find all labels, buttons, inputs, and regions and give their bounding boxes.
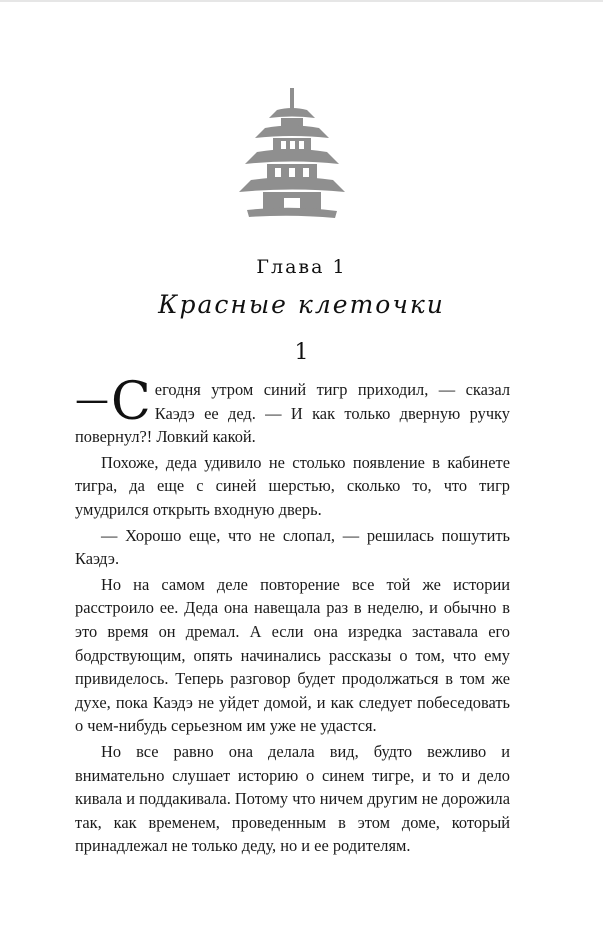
pagoda-icon [237, 88, 347, 218]
paragraph [75, 372, 510, 449]
section-number: 1 [294, 340, 309, 365]
paragraph: Похоже, деда удивило не столько появление в кабинете тигра, да еще с синей шерстью, сколько то, что тигр умудрился открыть входную дверь. [75, 452, 510, 519]
body-text [75, 372, 510, 858]
page-top-edge [0, 0, 603, 2]
chapter-title: Красные клеточки [158, 290, 445, 319]
paragraph: Но на самом деле повторение все той же истории расстроило ее. Деда она навещала раз в неделю, и обычно в это время он дремал. А если она изредка заставала его бодрствующим, опять начинались рассказы о том, что ему привиделось. Теперь разговор будет продолжаться в том же духе, пока Каэдэ не уйдет домой, и как следует побеседовать о чем-нибудь серьезном им уже не удастся. [75, 574, 510, 736]
drop-cap-letter: С [111, 372, 151, 432]
paragraph: Но все равно она делала вид, будто вежливо и внимательно слушает историю о синем тигре, и то и дело кивала и поддакивала. Потому что ничем другим не дорожила так, как временем, проведенным в этом доме, который принадлежал не только деду, но и ее родителям. [75, 741, 510, 856]
paragraph: — Хорошо еще, что не слопал, — решилась пошутить Каэдэ. [75, 525, 510, 569]
drop-cap [75, 372, 151, 432]
chapter-label: Глава 1 [256, 256, 347, 278]
drop-cap-dash: — [75, 380, 109, 420]
paragraph-text: егодня утром синий тигр приходил, — сказал Каэдэ ее дед. — И как только дверную ручку повернул?! Ловкий какой. [75, 380, 510, 447]
